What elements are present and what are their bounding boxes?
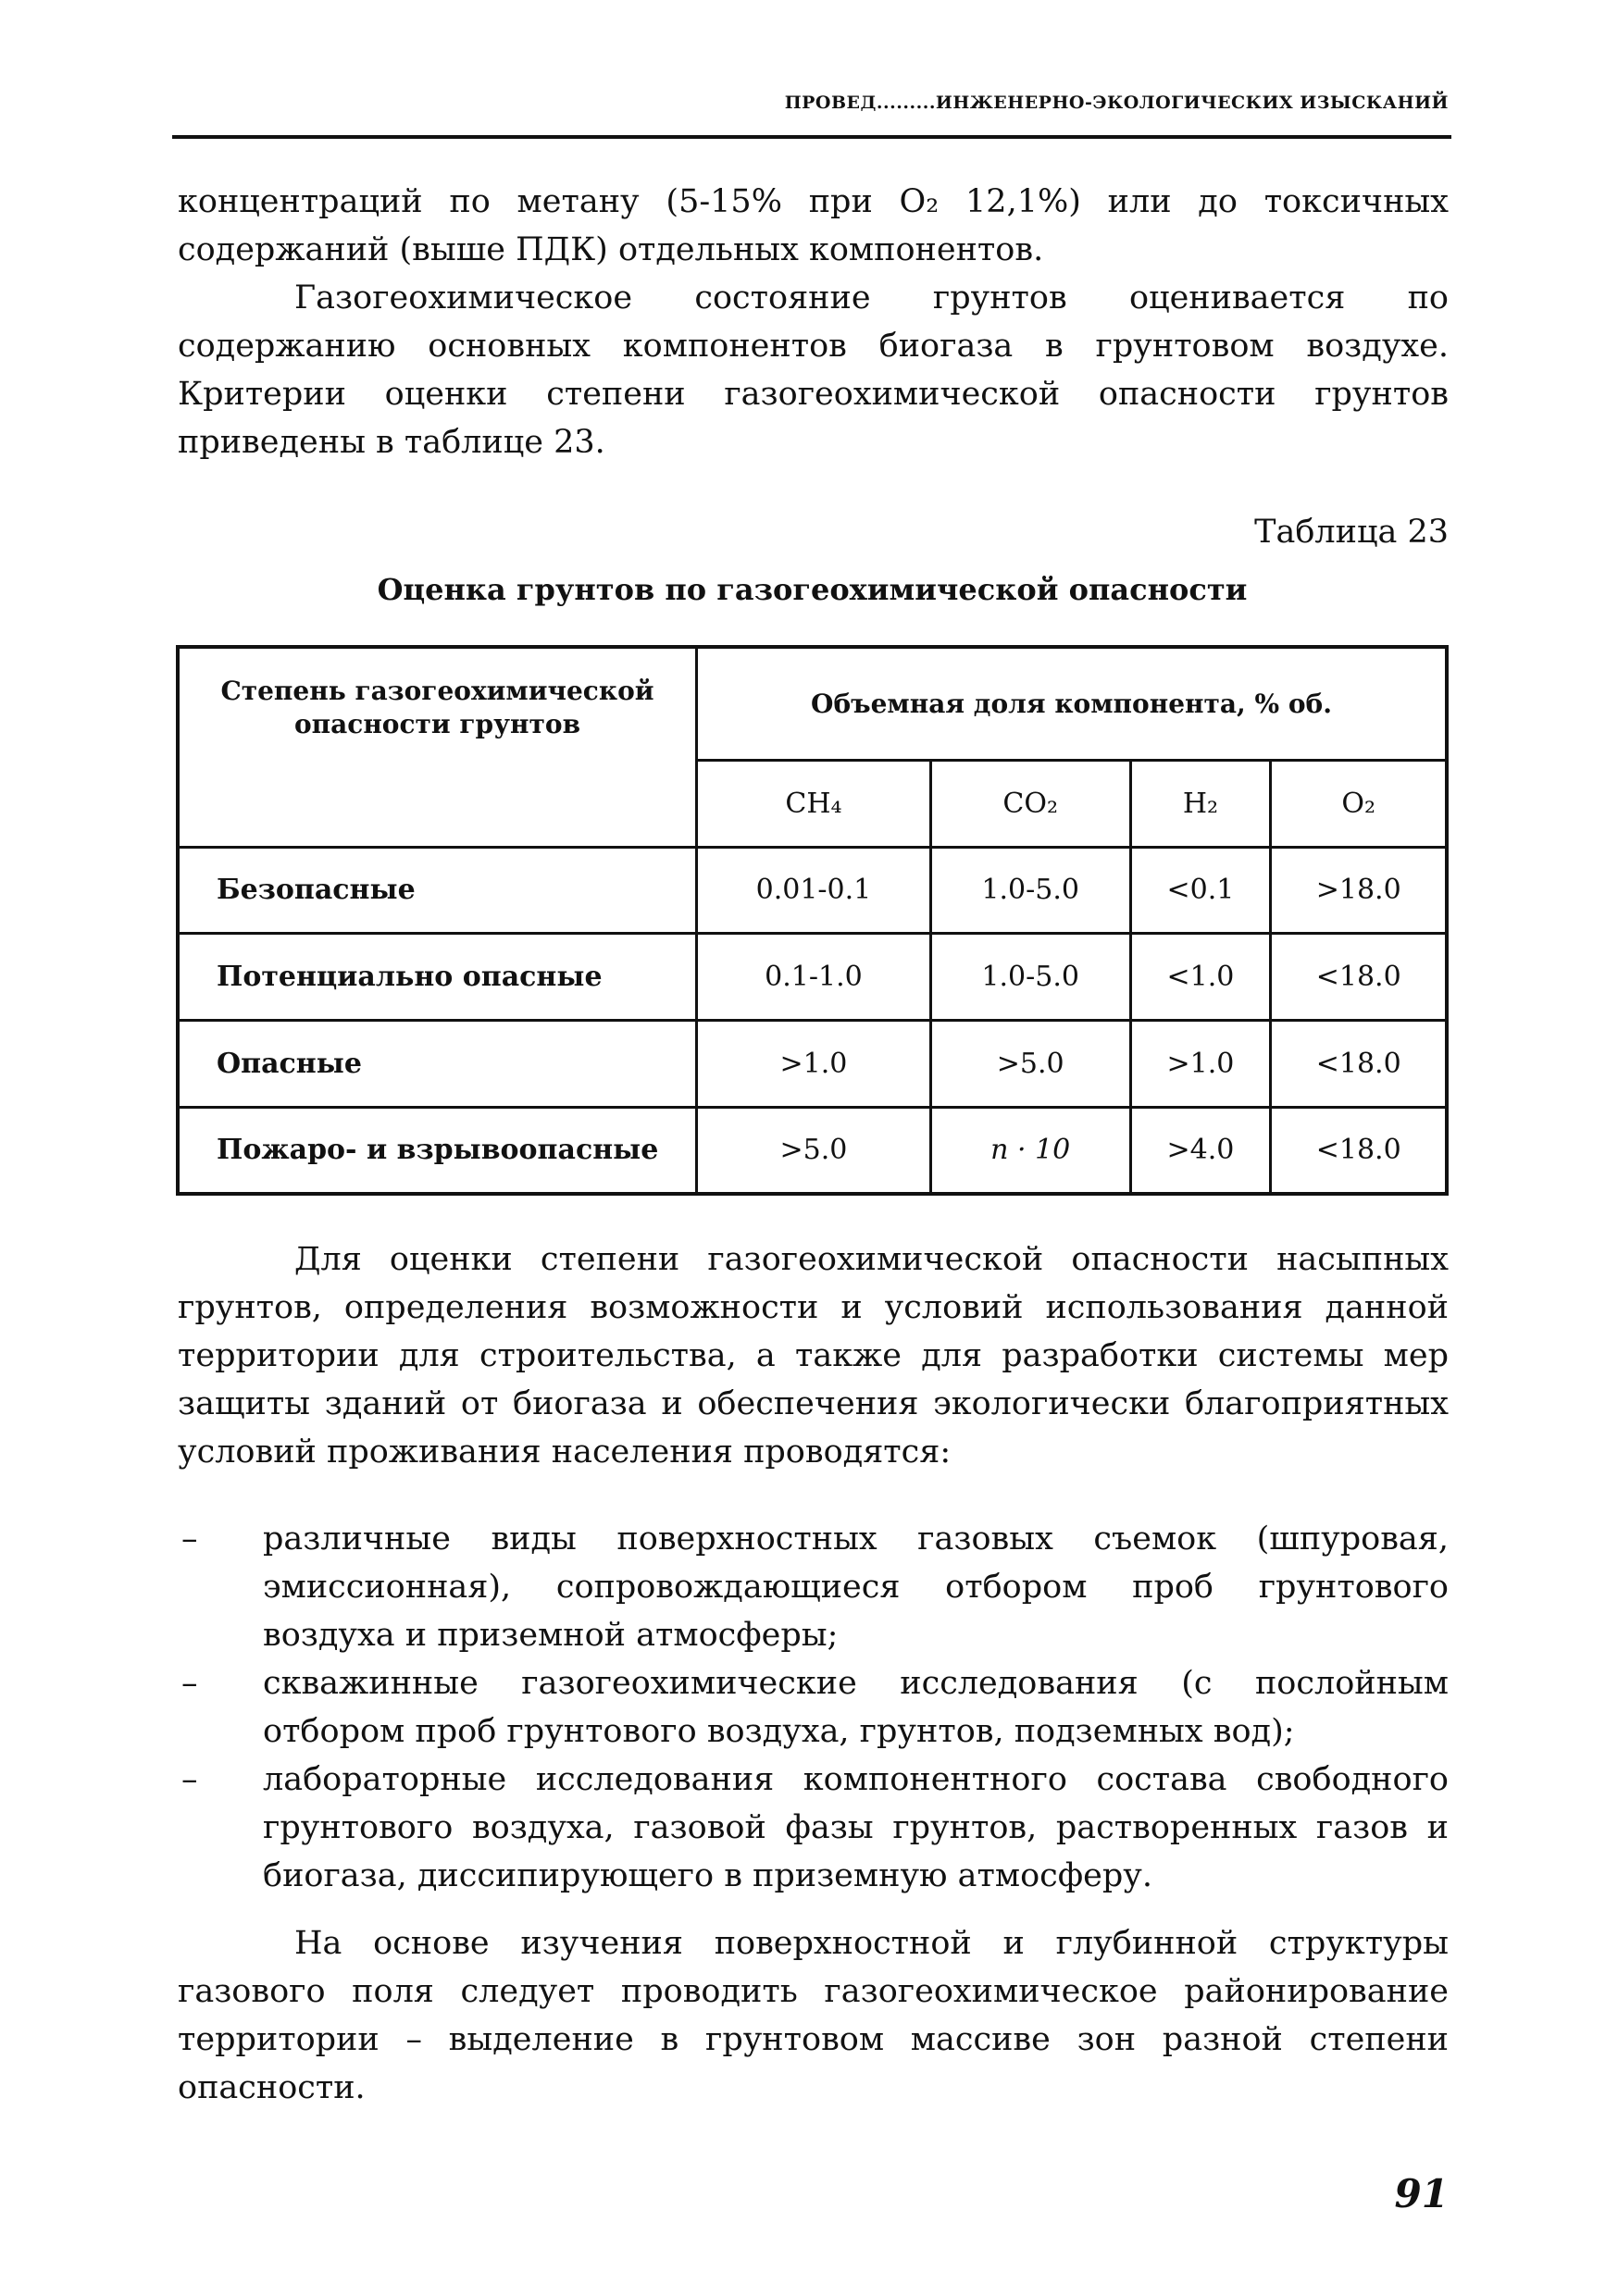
column-header-h2: H₂ (1130, 760, 1271, 847)
bullet-dash: – (181, 1761, 198, 1798)
list-item-text: различные виды поверхностных газовых съемок (шпуровая, эмиссионная), сопровождающиеся отбором проб грунтового воздуха и приземной атмосферы; (263, 1520, 1449, 1654)
table-cell: 0.1-1.0 (697, 934, 931, 1021)
table-row (178, 1020, 1447, 1107)
table-cell: <18.0 (1271, 934, 1447, 1021)
paragraph-4-text: На основе изучения поверхностной и глубинной структуры газового поля следует проводить газогеохимическое районирование территории – выделение в грунтовом массиве зон разной степени опасности. (178, 1925, 1449, 2106)
table-cell: n · 10 (930, 1107, 1130, 1194)
row-label: Потенциально опасные (178, 934, 697, 1021)
running-head: ПРОВЕД.........ИНЖЕНЕРНО-ЭКОЛОГИЧЕСКИХ ИЗЫСКАНИЙ (784, 93, 1449, 113)
table-cell: >4.0 (1130, 1107, 1271, 1194)
column-header-ch4: CH₄ (697, 760, 931, 847)
gas-hazard-table (176, 645, 1449, 1196)
paragraph-3 (178, 1235, 1449, 1476)
table-cell: <0.1 (1130, 847, 1271, 934)
table-number: Таблица 23 (1254, 514, 1449, 551)
paragraph-2-text: Газогеохимическое состояние грунтов оценивается по содержанию основных компонентов биогаза в грунтовом воздухе. Критерии оценки степени газогеохимической опасности грунтов приведены в таблице 23. (178, 279, 1449, 461)
header-rule (172, 135, 1451, 139)
table-cell: >5.0 (697, 1107, 931, 1194)
paragraph-4 (178, 1919, 1449, 2112)
row-label: Опасные (178, 1020, 697, 1107)
list-item-text: скважинные газогеохимические исследования (с послойным отбором проб грунтового воздуха, грунтов, подземных вод); (263, 1665, 1449, 1750)
table-cell: 1.0-5.0 (930, 934, 1130, 1021)
table-cell: 0.01-0.1 (697, 847, 931, 934)
table-cell: >5.0 (930, 1020, 1130, 1107)
paragraph-3-text: Для оценки степени газогеохимической опасности насыпных грунтов, определения возможности и условий использования данной территории для строительства, а также для разработки системы мер защиты зданий от биогаза и обеспечения экологически благоприятных условий проживания населения проводятся: (178, 1241, 1449, 1471)
list-item (178, 1515, 1449, 1659)
table-corner-header: Степень газогеохимической опасности грунтов (178, 647, 697, 847)
table-cell: >1.0 (697, 1020, 931, 1107)
column-header-co2: CO₂ (930, 760, 1130, 847)
list-item-text: лабораторные исследования компонентного состава свободного грунтового воздуха, газовой фазы грунтов, растворенных газов и биогаза, диссипирующего в приземную атмосферу. (263, 1761, 1449, 1894)
table-cell: <18.0 (1271, 1020, 1447, 1107)
table-cell: >1.0 (1130, 1020, 1271, 1107)
row-label: Пожаро- и взрывоопасные (178, 1107, 697, 1194)
table-row (178, 1107, 1447, 1194)
paragraph-2 (178, 274, 1449, 466)
bullet-list (178, 1515, 1449, 1900)
paragraph-1-text: концентраций по метану (5-15% при O₂ 12,1%) или до токсичных содержаний (выше ПДК) отдельных компонентов. (178, 183, 1449, 268)
bullet-dash: – (181, 1665, 198, 1702)
table-row (178, 934, 1447, 1021)
row-label: Безопасные (178, 847, 697, 934)
bullet-dash: – (181, 1520, 198, 1558)
table-cell: <18.0 (1271, 1107, 1447, 1194)
column-header-o2: O₂ (1271, 760, 1447, 847)
page-number: 91 (1394, 2171, 1449, 2216)
table-cell: <1.0 (1130, 934, 1271, 1021)
list-item (178, 1659, 1449, 1756)
paragraph-continued (178, 178, 1449, 274)
list-item (178, 1756, 1449, 1900)
table-title: Оценка грунтов по газогеохимической опасности (377, 572, 1248, 607)
table-cell: 1.0-5.0 (930, 847, 1130, 934)
table-row (178, 847, 1447, 934)
table-cell: >18.0 (1271, 847, 1447, 934)
table-group-header: Объемная доля компонента, % об. (697, 647, 1448, 760)
